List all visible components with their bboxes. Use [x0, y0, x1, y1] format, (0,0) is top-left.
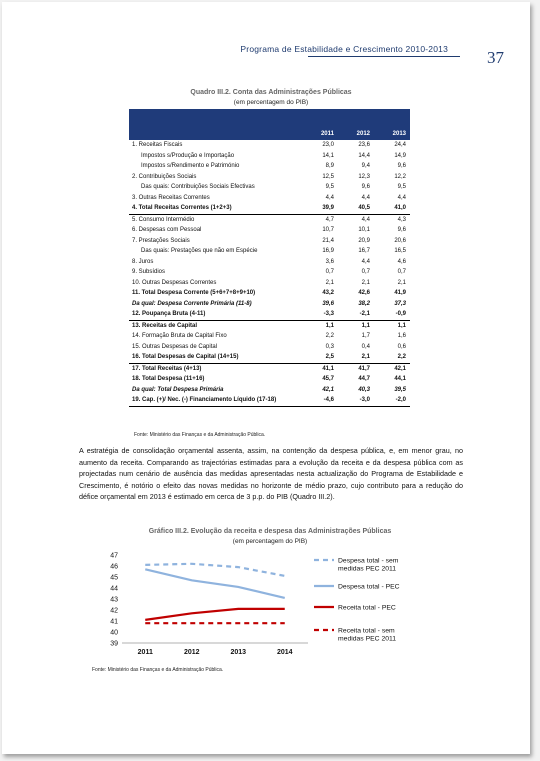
row-value: 39,9 [302, 203, 338, 214]
row-value: 4,4 [361, 258, 370, 265]
row-value: -3,0 [338, 395, 374, 406]
row-value: 9,6 [361, 184, 370, 191]
row-value: 45,7 [322, 376, 334, 383]
row-value: 4,4 [325, 194, 334, 201]
row-value: 41,7 [338, 363, 374, 374]
row-value: 14,1 [322, 152, 334, 159]
table-row [129, 214, 410, 225]
row-label: 12. Poupança Bruta (4-11) [129, 309, 302, 320]
table-row [129, 374, 410, 385]
row-value: 41,1 [302, 363, 338, 374]
row-value: 9,4 [361, 163, 370, 170]
row-label: 13. Receitas de Capital [132, 322, 198, 329]
table-row [129, 246, 410, 257]
row-label: 15. Outras Despesas de Capital [132, 343, 218, 350]
row-value: 4,4 [397, 194, 406, 201]
row-value: 44,7 [358, 376, 370, 383]
y-tick-label: 45 [110, 574, 118, 582]
table-row [129, 320, 410, 331]
row-value: -4,6 [302, 395, 338, 406]
row-label: Das quais: Contribuições Sociais Efectivas [141, 184, 255, 191]
legend-label: Receita total - sem medidas PEC 2011 [338, 627, 397, 643]
table-header-year: 2013 [374, 109, 410, 140]
table-row [129, 352, 410, 363]
legend-label: Despesa total - PEC [338, 583, 400, 591]
row-value: 38,2 [358, 300, 370, 307]
row-label: 11. Total Despesa Corrente (5+6+7+8+9+10) [132, 290, 256, 297]
table-title: Quadro III.2. Conta das Administrações Públicas [190, 89, 352, 96]
row-label: 9. Subsídios [132, 269, 166, 276]
x-tick-label: 2012 [183, 649, 200, 656]
row-value: 12,2 [394, 173, 406, 180]
table-header-year: 2012 [338, 109, 374, 140]
row-label: 7. Prestações Sociais [132, 237, 190, 244]
row-value: 44,1 [394, 376, 406, 383]
row-value: -0,9 [374, 309, 410, 320]
row-value: 1,1 [325, 322, 334, 329]
page-number: 37 [487, 48, 504, 67]
row-value: 43,2 [322, 290, 334, 297]
legend-label: Receita total - PEC [338, 604, 396, 612]
row-value: 23,0 [322, 142, 334, 149]
row-value: 2,1 [361, 279, 370, 286]
legend-label: Despesa total - sem medidas PEC 2011 [338, 557, 399, 573]
row-value: 16,5 [394, 248, 406, 255]
row-value: 14,4 [358, 152, 370, 159]
row-value: 1,7 [361, 333, 370, 340]
row-value: 4,4 [361, 194, 370, 201]
row-label: 10. Outras Despesas Correntes [132, 279, 217, 286]
row-value: 0,7 [361, 269, 370, 276]
table-row [129, 182, 410, 193]
row-value: 0,7 [397, 269, 406, 276]
table-row [129, 172, 410, 183]
row-value: 41,9 [394, 290, 406, 297]
table-row [129, 278, 410, 289]
chart-title: Gráfico III.2. Evolução da receita e despesa das Administrações Públicas [148, 528, 392, 535]
x-tick-label: 2014 [276, 649, 293, 656]
table-header-year: 2011 [302, 109, 338, 140]
row-label: Das quais: Prestações que não em Espécie [141, 248, 258, 255]
row-label: Da qual: Despesa Corrente Primária (11-8) [132, 300, 252, 307]
table-row [129, 309, 410, 320]
row-value: 20,6 [394, 237, 406, 244]
revenue-expenditure-chart [82, 547, 452, 662]
table-row [129, 236, 410, 247]
row-label: 4. Total Receitas Correntes (1+2+3) [129, 203, 302, 214]
row-label: 8. Juros [132, 258, 154, 265]
row-value: 4,3 [397, 216, 406, 223]
table-header-row [129, 109, 410, 140]
row-value: 12,5 [322, 173, 334, 180]
y-tick-label: 47 [110, 552, 118, 560]
row-value: 0,7 [325, 269, 334, 276]
table-row [129, 151, 410, 162]
table-row [129, 331, 410, 342]
table-row [129, 203, 410, 214]
row-label: 6. Despesas com Pessoal [132, 227, 202, 234]
chart-subtitle: (em percentagem do PIB) [232, 538, 308, 545]
row-value: 8,9 [325, 163, 334, 170]
table-row [129, 395, 410, 406]
row-value: 39,5 [394, 386, 406, 393]
row-value: 9,5 [325, 184, 334, 191]
table-row [129, 225, 410, 236]
row-label: Impostos s/Rendimento e Património [141, 163, 240, 170]
document-page [2, 2, 530, 754]
table-source: Fonte: Ministério das Finanças e da Administração Pública. [134, 432, 266, 438]
row-value: 2,1 [325, 279, 334, 286]
row-value: 2,2 [374, 352, 410, 363]
header-rule [308, 56, 460, 57]
table-row [129, 385, 410, 396]
series-line [145, 569, 285, 598]
x-tick-label: 2011 [137, 649, 153, 656]
table-subtitle: (em percentagem do PIB) [233, 99, 309, 106]
row-value: 4,6 [397, 258, 406, 265]
row-value: 42,1 [322, 386, 334, 393]
row-value: 0,6 [397, 343, 406, 350]
row-value: 21,4 [322, 237, 334, 244]
row-value: 23,6 [358, 142, 370, 149]
body-paragraph: A estratégia de consolidação orçamental assenta, assim, na contenção da despesa pública, e, em menor grau, no aumento da receita. Comparando as trajectórias estimadas para a evolução da receita e da despesa pública com as projectadas num cenário de ausência das medidas apresentadas nesta actualização do Programa de Estabilidade e Crescimento, é notório o efeito das novas medidas no horizonte de médio prazo, cujo contributo para a redução do défice orçamental em 2013 é estimado em cerca de 3 p.p. do PIB (Quadro III.2). [79, 446, 463, 502]
chart-source: Fonte: Ministério das Finanças e da Administração Pública. [92, 667, 224, 673]
row-value: 37,3 [394, 300, 406, 307]
row-label: 17. Total Receitas (4+13) [129, 363, 302, 374]
row-value: 3,6 [325, 258, 334, 265]
table-row [129, 299, 410, 310]
y-tick-label: 39 [110, 640, 118, 648]
row-value: 1,1 [361, 322, 370, 329]
y-tick-label: 46 [110, 563, 118, 571]
row-value: 2,2 [325, 333, 334, 340]
row-value: 40,3 [358, 386, 370, 393]
row-value: 4,4 [361, 216, 370, 223]
running-header: Programa de Estabilidade e Crescimento 2010-2013 [240, 44, 448, 54]
table-row [129, 288, 410, 299]
row-value: 0,3 [325, 343, 334, 350]
y-tick-label: 41 [110, 618, 118, 626]
row-label: 1. Receitas Fiscais [132, 142, 183, 149]
table-row [129, 161, 410, 172]
table-row [129, 140, 410, 151]
row-label: 18. Total Despesa (11+16) [132, 376, 205, 383]
row-value: 10,1 [358, 227, 370, 234]
row-label: 16. Total Despesas de Capital (14+15) [129, 352, 302, 363]
row-value: 9,6 [397, 227, 406, 234]
row-value: -3,3 [302, 309, 338, 320]
row-value: 42,1 [374, 363, 410, 374]
row-value: 39,6 [322, 300, 334, 307]
row-value: -2,1 [338, 309, 374, 320]
row-value: 42,6 [358, 290, 370, 297]
row-label: 5. Consumo Intermédio [132, 216, 195, 223]
table-row [129, 257, 410, 268]
row-value: 14,9 [394, 152, 406, 159]
row-value: 1,6 [397, 333, 406, 340]
table-header-blank [129, 109, 302, 140]
table-row [129, 342, 410, 353]
series-line [145, 609, 285, 620]
x-tick-label: 2013 [230, 649, 247, 656]
y-tick-label: 44 [110, 585, 118, 593]
row-value: 2,1 [397, 279, 406, 286]
y-tick-label: 40 [110, 629, 118, 637]
row-value: -2,0 [374, 395, 410, 406]
row-label: 2. Contribuições Sociais [132, 173, 197, 180]
row-value: 41,0 [374, 203, 410, 214]
row-value: 16,7 [358, 248, 370, 255]
y-tick-label: 43 [110, 596, 118, 604]
row-value: 2,5 [302, 352, 338, 363]
row-value: 9,6 [397, 163, 406, 170]
row-value: 16,9 [322, 248, 334, 255]
row-value: 1,1 [397, 322, 406, 329]
row-value: 24,4 [394, 142, 406, 149]
row-value: 10,7 [322, 227, 334, 234]
table-row [129, 363, 410, 374]
row-label: 3. Outras Receitas Correntes [132, 194, 210, 201]
table-row [129, 267, 410, 278]
y-tick-label: 42 [110, 607, 118, 615]
row-value: 4,7 [325, 216, 334, 223]
row-value: 40,5 [338, 203, 374, 214]
row-value: 0,4 [361, 343, 370, 350]
row-label: 14. Formação Bruta de Capital Fixo [132, 333, 227, 340]
table-row [129, 193, 410, 204]
row-value: 12,3 [358, 173, 370, 180]
row-value: 2,1 [338, 352, 374, 363]
accounts-table [129, 109, 410, 407]
row-label: Da qual: Total Despesa Primária [132, 386, 224, 393]
row-label: 19. Cap. (+)/ Nec. (-) Financiamento Líquido (17-18) [129, 395, 302, 406]
row-value: 9,5 [397, 184, 406, 191]
row-value: 20,9 [358, 237, 370, 244]
row-label: Impostos s/Produção e Importação [141, 152, 235, 159]
